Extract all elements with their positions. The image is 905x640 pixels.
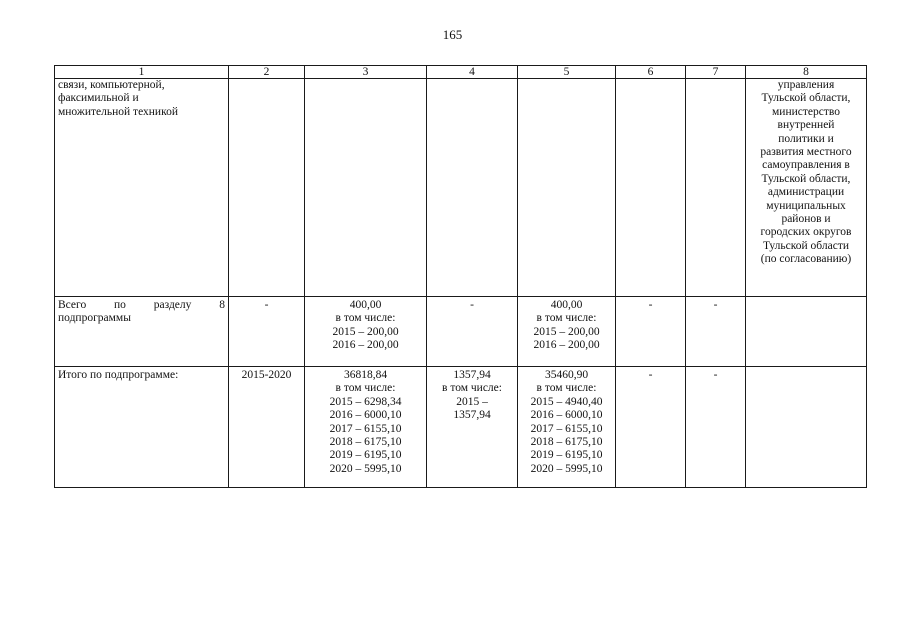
cell-text-line: 2017 – 6155,10: [329, 422, 402, 435]
cell-text-line: -: [648, 369, 653, 381]
cell-description: [55, 367, 229, 488]
cell-text-line: 35460,90: [544, 369, 589, 381]
cell-text-line: 36818,84: [343, 369, 388, 381]
cell-text-line: 2015-2020: [241, 369, 292, 381]
cell-local-budget: [616, 79, 686, 297]
header-col-2: 2: [229, 66, 305, 79]
cell-total: [305, 297, 427, 367]
cell-period: [229, 297, 305, 367]
cell-text-line: в том числе:: [442, 382, 502, 395]
cell-text-line: районов и: [781, 213, 831, 226]
header-col-8: 8: [746, 66, 867, 79]
cell-text-line: 2018 – 6175,10: [530, 436, 603, 449]
cell-text-line: 2018 – 6175,10: [329, 436, 402, 449]
header-col-1: 1: [55, 66, 229, 79]
cell-text-line: -: [713, 299, 718, 311]
cell-text-line: Тульской области,: [761, 172, 851, 185]
cell-text-line: -: [264, 299, 269, 311]
cell-text-line: множительной техникой: [58, 105, 178, 118]
cell-text-line: 2020 – 5995,10: [530, 462, 603, 475]
cell-extra-budget: [686, 367, 746, 488]
cell-regional-budget: [518, 297, 616, 367]
header-col-4: 4: [427, 66, 518, 79]
cell-text-line: 2016 – 6000,10: [329, 409, 402, 422]
cell-extra-budget: [686, 297, 746, 367]
cell-text-line: (по согласованию): [760, 253, 852, 266]
cell-text-line: 2019 – 6195,10: [530, 449, 603, 462]
cell-text-line: 1357,94: [453, 409, 491, 422]
cell-period: [229, 367, 305, 488]
cell-text-line: 2016 – 6000,10: [530, 409, 603, 422]
cell-text-line: развития местного: [760, 146, 852, 159]
cell-text-line: Тульской области: [762, 239, 849, 252]
cell-text-line: 2015 – 6298,34: [329, 395, 402, 408]
cell-text-line: политики и: [778, 132, 834, 145]
cell-local-budget: [616, 297, 686, 367]
table-row: [55, 367, 867, 488]
cell-federal-budget: [427, 367, 518, 488]
cell-text-line: в том числе:: [335, 312, 396, 325]
cell-federal-budget: [427, 297, 518, 367]
cell-text-line: 2015 –: [456, 395, 488, 408]
cell-regional-budget: [518, 367, 616, 488]
cell-text-line: 1357,94: [453, 369, 491, 381]
cell-responsible: [746, 297, 867, 367]
cell-local-budget: [616, 367, 686, 488]
cell-text-line: внутренней: [777, 119, 835, 132]
table-row: [55, 297, 867, 367]
cell-text-line: факсимильной и: [58, 92, 139, 105]
cell-text-line: министерство: [772, 105, 840, 118]
cell-text-line: Итого по подпрограмме:: [58, 369, 179, 381]
cell-federal-budget: [427, 79, 518, 297]
cell-total: [305, 79, 427, 297]
header-col-5: 5: [518, 66, 616, 79]
cell-text-line: 2015 – 4940,40: [530, 395, 603, 408]
cell-text-line: 2015 – 200,00: [533, 325, 600, 338]
cell-text-line: 400,00: [550, 299, 583, 311]
cell-description: [55, 79, 229, 297]
cell-regional-budget: [518, 79, 616, 297]
cell-text-line: 2020 – 5995,10: [329, 462, 402, 475]
cell-text-line: в том числе:: [335, 382, 396, 395]
header-col-3: 3: [305, 66, 427, 79]
cell-text-line: -: [470, 299, 474, 311]
cell-text-line: 2016 – 200,00: [332, 339, 399, 352]
cell-text-line: муниципальных: [766, 199, 846, 212]
cell-text-line: городских округов: [760, 226, 852, 239]
program-table: [54, 65, 867, 488]
cell-text-line: в том числе:: [536, 382, 597, 395]
header-col-7: 7: [686, 66, 746, 79]
cell-text-line: -: [713, 369, 718, 381]
cell-extra-budget: [686, 79, 746, 297]
header-row: [55, 66, 867, 79]
cell-responsible: [746, 367, 867, 488]
cell-text-line: Тульской области,: [761, 92, 851, 105]
header-col-6: 6: [616, 66, 686, 79]
cell-text-line: самоуправления в: [762, 159, 850, 172]
cell-responsible: [746, 79, 867, 297]
cell-total: [305, 367, 427, 488]
cell-text-line: администрации: [767, 186, 845, 199]
cell-text-line: Всего по разделу 8: [58, 299, 225, 311]
cell-text-line: 2017 – 6155,10: [530, 422, 603, 435]
cell-period: [229, 79, 305, 297]
cell-text-line: связи, компьютерной,: [58, 79, 165, 91]
cell-text-line: 400,00: [349, 299, 382, 311]
cell-text-line: -: [648, 299, 653, 311]
cell-text-line: управления: [777, 79, 835, 91]
cell-text-line: 2016 – 200,00: [533, 339, 600, 352]
table-row: [55, 79, 867, 297]
cell-text-line: подпрограммы: [58, 312, 131, 325]
page-number: 165: [442, 27, 463, 42]
cell-text-line: 2015 – 200,00: [332, 325, 399, 338]
cell-text-line: в том числе:: [536, 312, 597, 325]
cell-text-line: 2019 – 6195,10: [329, 449, 402, 462]
cell-description: [55, 297, 229, 367]
